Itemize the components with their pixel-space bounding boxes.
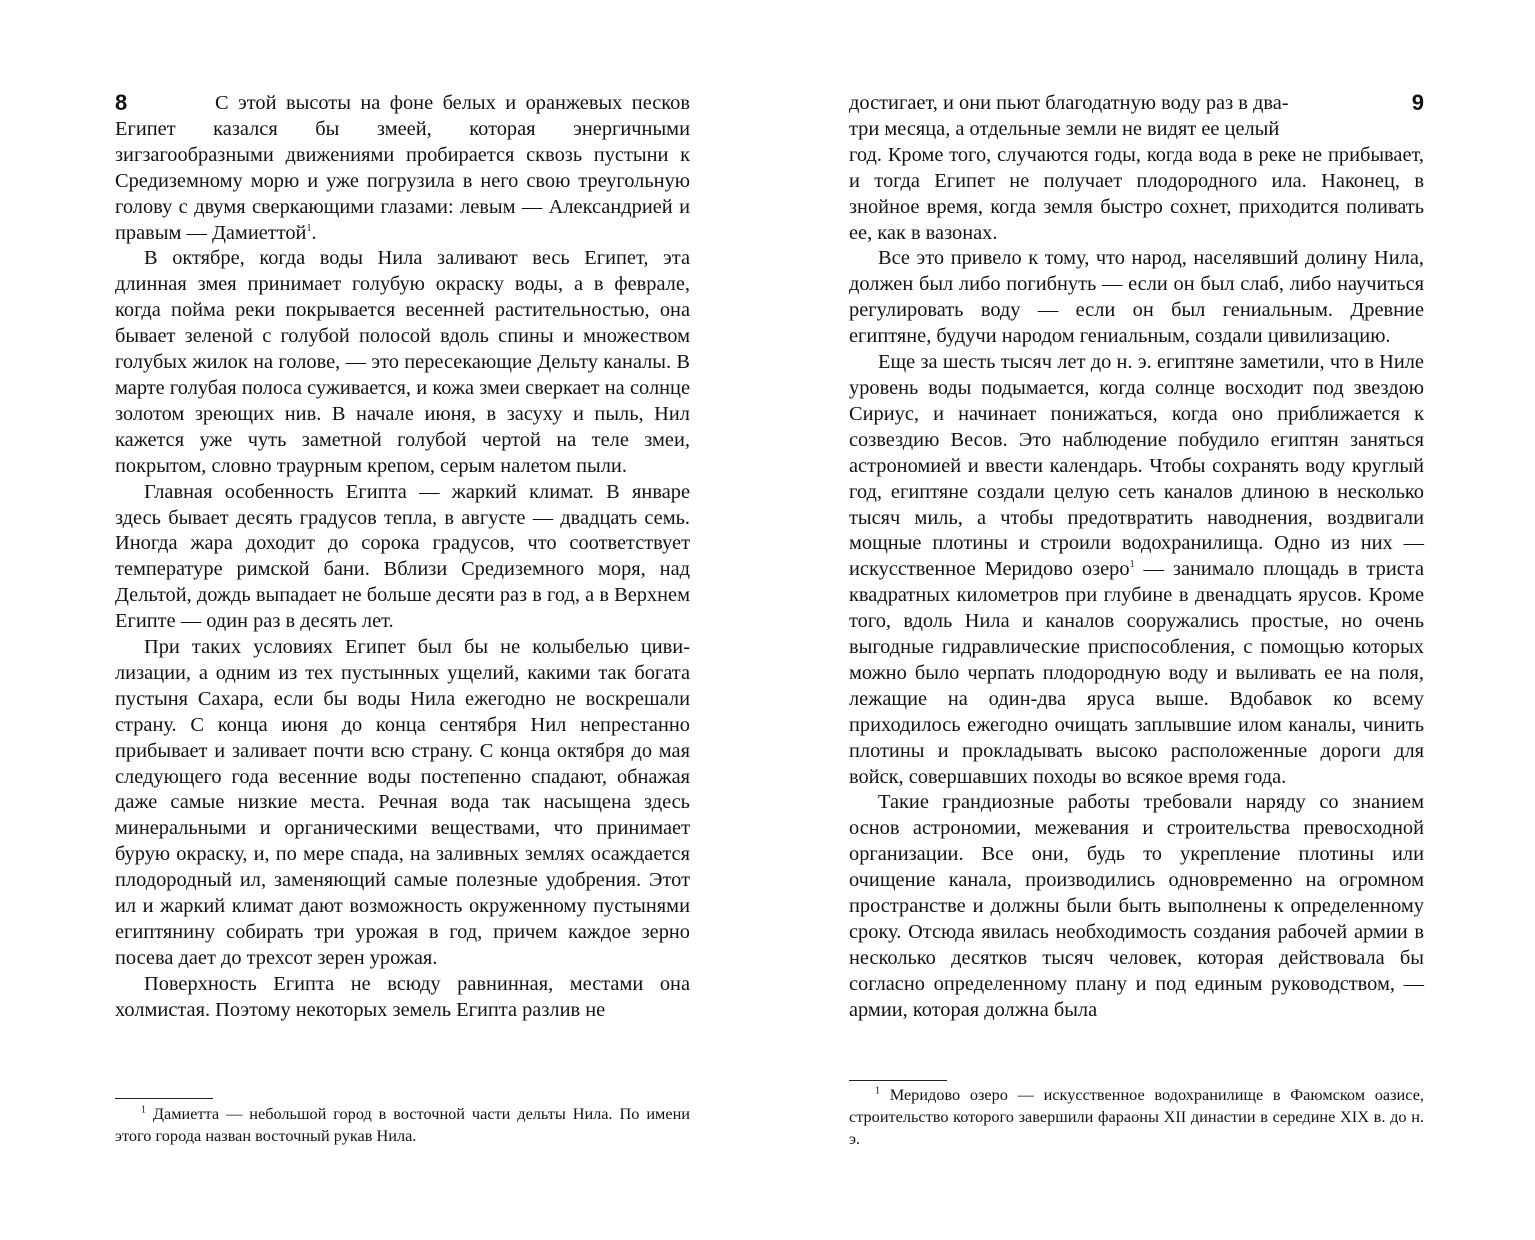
footnote-right [849,1084,1424,1149]
paragraph: При таких условиях Египет был бы не колыбелью цивилизации, а одним из тех пустынных ущелий, какими так богата пустыня Сахара, если бы воды Нила ежегодно не воскрешали страну. С конца июня до конца сентября Нил непрестанно прибывает и заливает почти всю страну. С конца октября до мая следующего года весенние воды постепенно спадают, обнажая даже самые низкие места. Речная вода так насыщена здесь минеральными и органическими веществами, что принимает бурую окраску, и, по мере спада, на заливных землях осаждается плодородный ил, заменяющий самые полезные удобрения. Этот ил и жаркий климат дают возможность окруженному пустынями египтянину собирать три урожая в год, причем каждое зерно посева дает до трехсот зерен урожая. [115,636,690,969]
paragraph: Все это привело к тому, что народ, населявший долину Нила, должен был либо погибнуть — если он был слаб, либо научиться регулировать воду — если он был гениальным. Древние египтяне, будучи народом гениальным, создали цивилизацию. [849,247,1424,348]
page-number-right: 9 [1411,90,1424,115]
footnote-number: 1 [141,1104,146,1116]
footnote-divider [849,1080,947,1081]
paragraph: В октябре, когда воды Нила заливают весь Египет, эта длинная змея принимает голубую окраску воды, а в феврале, когда пойма реки покрывается весенней растительностью, она бывает зеленой с голубой полосой вдоль спины и множеством голубых жилок на голове, — это пересекающие Дельту каналы. В марте голубая полоса суживается, и кожа змеи сверкает на солнце золотом зреющих нив. В начале июня, в засуху и пыль, Нил кажется уже чуть заметной голубой чертой на теле змеи, покрытом, словно траурным крепом, серым налетом пыли. [115,247,690,477]
paragraph: С этой высоты на фоне белых и оранжевых песков Египет казался бы змеей, которая энергичными зигзагообразными движениями пробирается сквозь пустыни к Средиземному морю и уже погрузила в него свою треугольную голову с двумя сверкающими глазами: левым — Александрией и правым — Дамиеттой$^1$. [115,92,690,244]
footnote-mark[interactable]: 1 [306,222,312,234]
paragraph: Главная особенность Египта — жаркий климат. В январе здесь бывает десять градусов тепла, в августе — двадцать семь. Иногда жара доходит до сорока градусов, что соответствует температуре римской бани. Вблизи Средиземного моря, над Дельтой, дождь выпадает не больше десяти раз в год, а в Верхнем Египте — один раз в десять лет. [115,480,690,633]
left-page-text [115,91,690,1024]
paragraph: Еще за шесть тысяч лет до н. э. египтяне заметили, что в Ниле уровень воды подымается, когда солнце восходит под звездою Сириус, и начинает понижаться, когда оно приближается к созвездию Весов. Это наблюдение побудило египтян заняться астрономией и ввести календарь. Чтобы сохранять воду круглый год, египтяне создали целую сеть каналов длиною в несколько тысяч миль, а чтобы предотвратить наводнения, воздвигали мощные плотины и строили водохранилища. Одно из них — искусственное Меридово озеро$^1$ — занимало площадь в триста квадратных километров при глубине в двенадцать ярусов. Кроме того, вдоль Нила и каналов сооружались простые, но очень выгодные гидравлические приспособления, с помощью которых можно было черпать плодородную воду и выливать ее на поля, лежащие на один-два яруса выше. Вдобавок ко всему приходилось ежегодно очищать заплывшие илом каналы, чинить плотины и прокладывать высоко расположенные дороги для войск, совершавших походы во всякое время года. [849,351,1424,788]
footnote-divider [115,1098,213,1099]
paragraph: достигает, и они пьют благодатную воду раз в два- три месяца, а отдельные земли не видят ее целый год. Кроме того, случаются годы, когда вода в реке не прибывает, и тогда Египет не получает плодородного ила. Наконец, в знойное время, когда земля быстро сохнет, приходится поливать ее, как в вазонах. [849,92,1424,244]
paragraph: Поверхность Египта не всюду равнинная, местами она холмистая. Поэтому некоторых земель Египта разлив не [115,972,690,1021]
footnote-text: Меридово озеро — искусственное водохранилище в Фаюмском оазисе, строительство которого завершили фараоны XII династии в середине XIX в. до н. э. [849,1085,1424,1148]
footnote-number: 1 [875,1085,880,1097]
page-number-left: 8 [115,90,128,115]
left-page [115,0,690,1240]
footnote-text: Дамиетта — небольшой город в восточной части дельты Нила. По имени этого города назван восточный рукав Нила. [115,1104,690,1145]
right-page-text [849,91,1424,1024]
footnote-left [115,1103,690,1147]
paragraph: Такие грандиозные работы требовали наряду со знанием основ астрономии, межевания и строительства превосходной организации. Все они, будь то укрепление плотины или очищение канала, производились одновременно на огромном пространстве и должны были быть выполнены к определенному сроку. Отсюда явилась необходимость создания рабочей армии в несколько десятков тысяч человек, которая действовала бы согласно определенному плану и под единым руководством, — армии, которая должна была [849,791,1424,1021]
footnote-mark[interactable]: 1 [1129,559,1135,571]
right-page [849,0,1424,1240]
